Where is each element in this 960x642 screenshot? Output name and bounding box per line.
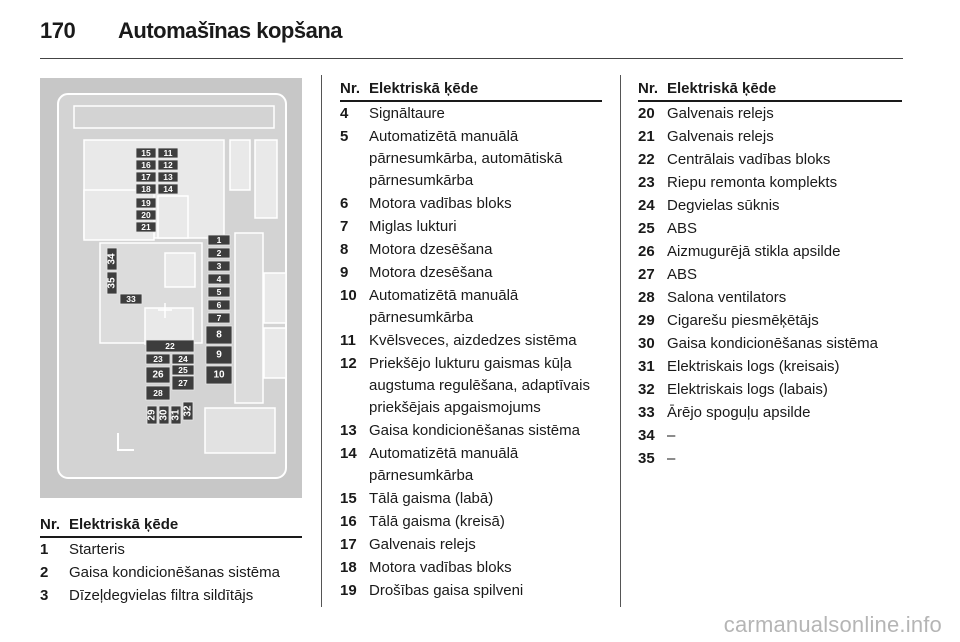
circuit-name: Automatizētā manuālā pārnesumkārba <box>369 287 519 326</box>
fuse-label-14 <box>158 184 178 194</box>
circuit-name: Riepu remonta komplekts <box>667 174 838 191</box>
table-row <box>638 401 902 424</box>
circuit-name: Motora vadības bloks <box>369 195 512 212</box>
circuit-table-1 <box>40 514 302 607</box>
fuse-label-28 <box>146 386 170 400</box>
circuit-name: Signāltaure <box>369 105 445 122</box>
circuit-name: Kvēlsveces, aizdedzes sistēma <box>369 332 577 349</box>
relay-small-2 <box>230 140 250 190</box>
fuse-number: 18 <box>340 559 357 576</box>
fuse-label-19 <box>136 198 156 208</box>
table-row <box>638 332 902 355</box>
circuit-table-2 <box>340 78 602 602</box>
fuse-label-text: 18 <box>141 184 151 194</box>
relay-small-1 <box>158 196 188 238</box>
circuit-name: Miglas lukturi <box>369 218 457 235</box>
fuse-label-31 <box>171 406 182 424</box>
fuse-box-diagram <box>40 78 302 498</box>
fuse-label-text: 26 <box>152 369 164 381</box>
table-row <box>638 194 902 217</box>
fuse-label-21 <box>136 222 156 232</box>
fuse-label-20 <box>136 210 156 220</box>
table-row <box>638 378 902 401</box>
table-row <box>340 510 602 533</box>
table-row <box>340 419 602 442</box>
fuse-label-27 <box>172 376 194 390</box>
circuit-name: – <box>667 450 676 467</box>
fuse-label-text: 31 <box>170 409 182 421</box>
fuse-label-text: 22 <box>165 341 175 351</box>
fuse-label-text: 13 <box>163 172 173 182</box>
fuse-number: 35 <box>638 450 655 467</box>
table-row <box>340 556 602 579</box>
top-slot <box>74 106 274 128</box>
table-row <box>638 148 902 171</box>
fuse-label-text: 7 <box>216 313 222 323</box>
fuse-number: 14 <box>340 445 357 462</box>
circuit-name: ABS <box>667 266 698 283</box>
circuit-name: Automatizētā manuālā pārnesumkārba, automātiskā pārnesumkārba <box>369 128 563 189</box>
table-body <box>40 538 302 607</box>
fuse-number: 23 <box>638 174 655 191</box>
table-row <box>638 171 902 194</box>
fuse-number: 8 <box>340 241 349 258</box>
right-fuse-column <box>235 233 263 403</box>
table-row <box>638 286 902 309</box>
fuse-label-12 <box>158 160 178 170</box>
fuse-number: 11 <box>340 332 356 349</box>
circuit-name: Elektriskais logs (kreisais) <box>667 358 840 375</box>
table-body <box>340 102 602 602</box>
table-row <box>40 561 302 584</box>
fuse-label-text: 1 <box>216 235 222 245</box>
circuit-name: Motora dzesēšana <box>369 264 493 281</box>
fuse-label-25 <box>172 365 194 375</box>
relay-small-3 <box>255 140 277 218</box>
fuse-label-9 <box>206 346 232 364</box>
fuse-label-17 <box>136 172 156 182</box>
fuse-number: 21 <box>638 128 655 145</box>
fuse-label-10 <box>206 366 232 384</box>
fuse-label-text: 29 <box>146 409 158 421</box>
table-row <box>340 192 602 215</box>
table-row <box>340 533 602 556</box>
col-header-circuit: Elektriskā ķēde <box>369 80 479 97</box>
table-header <box>40 514 302 538</box>
circuit-name: Ārējo spoguļu apsilde <box>667 404 811 421</box>
circuit-name: Gaisa kondicionēšanas sistēma <box>667 335 878 352</box>
table-row <box>340 125 602 192</box>
fuse-number: 1 <box>40 541 49 558</box>
column-divider-1 <box>321 75 322 607</box>
fuse-label-text: 21 <box>141 222 151 232</box>
fuse-label-text: 28 <box>153 388 163 398</box>
circuit-name: Galvenais relejs <box>667 128 774 145</box>
table-row <box>40 538 302 561</box>
fuse-label-26 <box>146 367 170 383</box>
circuit-name: Galvenais relejs <box>369 536 476 553</box>
table-row <box>340 487 602 510</box>
fuse-label-5 <box>208 287 230 297</box>
table-row <box>340 102 602 125</box>
fuse-number: 3 <box>40 587 49 604</box>
circuit-name: Motora dzesēšana <box>369 241 493 258</box>
fuse-label-text: 33 <box>126 294 136 304</box>
fuse-label-text: 35 <box>106 277 118 289</box>
fuse-label-text: 9 <box>216 349 222 361</box>
fuse-label-18 <box>136 184 156 194</box>
fuse-label-text: 17 <box>141 172 151 182</box>
fuse-number: 20 <box>638 105 655 122</box>
fuse-label-3 <box>208 261 230 271</box>
circuit-name: Tālā gaisma (kreisā) <box>369 513 505 530</box>
fuse-label-text: 2 <box>216 248 222 258</box>
relay-small-4 <box>165 253 195 287</box>
circuit-name: Salona ventilators <box>667 289 787 306</box>
fuse-label-text: 3 <box>216 261 222 271</box>
fuse-number: 33 <box>638 404 655 421</box>
lower-block <box>205 408 275 453</box>
table-header <box>340 78 602 102</box>
fuse-number: 13 <box>340 422 357 439</box>
fuse-number: 27 <box>638 266 655 283</box>
table-row <box>638 309 902 332</box>
fuse-label-4 <box>208 274 230 284</box>
col-header-circuit: Elektriskā ķēde <box>69 516 179 533</box>
circuit-name: Galvenais relejs <box>667 105 774 122</box>
fuse-box-svg <box>40 78 302 498</box>
fuse-label-text: 14 <box>163 184 173 194</box>
fuse-number: 2 <box>40 564 49 581</box>
fuse-label-text: 8 <box>216 329 222 341</box>
fuse-label-text: 27 <box>178 378 188 388</box>
fuse-label-text: 24 <box>178 354 188 364</box>
fuse-number: 7 <box>340 218 349 235</box>
fuse-number: 29 <box>638 312 655 329</box>
fuse-label-7 <box>208 313 230 323</box>
fuse-number: 34 <box>638 427 655 444</box>
fuse-label-text: 34 <box>106 253 118 265</box>
fuse-label-text: 11 <box>163 148 173 158</box>
col-header-nr: Nr. <box>40 516 61 533</box>
fuse-label-8 <box>206 326 232 344</box>
header-rule <box>40 58 903 59</box>
fuse-label-24 <box>172 354 194 364</box>
fuse-number: 12 <box>340 355 357 372</box>
circuit-name: Cigarešu piesmēķētājs <box>667 312 819 329</box>
table-body <box>638 102 902 470</box>
circuit-name: Degvielas sūknis <box>667 197 780 214</box>
fuse-label-23 <box>146 354 170 364</box>
fuse-label-text: 5 <box>216 287 222 297</box>
table-row <box>638 355 902 378</box>
table-row <box>638 217 902 240</box>
circuit-name: Dīzeļdegvielas filtra sildītājs <box>69 587 254 604</box>
fuse-label-text: 23 <box>153 354 163 364</box>
fuse-number: 9 <box>340 264 349 281</box>
circuit-name: ABS <box>667 220 698 237</box>
circuit-name: Tālā gaisma (labā) <box>369 490 494 507</box>
table-row <box>340 284 602 329</box>
col-header-nr: Nr. <box>340 80 361 97</box>
table-row <box>340 442 602 487</box>
fuse-number: 19 <box>340 582 357 599</box>
table-row <box>340 238 602 261</box>
circuit-name: Aizmugurējā stikla apsilde <box>667 243 841 260</box>
fuse-label-text: 20 <box>141 210 151 220</box>
fuse-label-35 <box>107 272 118 294</box>
fuse-number: 24 <box>638 197 655 214</box>
circuit-name: Centrālais vadības bloks <box>667 151 831 168</box>
circuit-name: Elektriskais logs (labais) <box>667 381 828 398</box>
col-header-nr: Nr. <box>638 80 659 97</box>
fuse-label-text: 12 <box>163 160 173 170</box>
relay-small-6 <box>264 273 286 323</box>
fuse-number: 32 <box>638 381 655 398</box>
circuit-name: Motora vadības bloks <box>369 559 512 576</box>
circuit-name: – <box>667 427 676 444</box>
circuit-name: Gaisa kondicionēšanas sistēma <box>369 422 580 439</box>
relay-small-5 <box>145 308 193 344</box>
fuse-label-29 <box>147 406 158 424</box>
fuse-number: 22 <box>638 151 655 168</box>
fuse-number: 6 <box>340 195 349 212</box>
table-row <box>340 329 602 352</box>
column-divider-2 <box>620 75 621 607</box>
fuse-label-32 <box>183 402 194 420</box>
fuse-label-15 <box>136 148 156 158</box>
fuse-label-16 <box>136 160 156 170</box>
fuse-label-text: 25 <box>178 365 188 375</box>
fuse-label-34 <box>107 248 118 270</box>
circuit-name: Starteris <box>69 541 125 558</box>
table-row <box>638 263 902 286</box>
page-title: Automašīnas kopšana <box>118 18 343 43</box>
circuit-name: Priekšējo lukturu gaismas kūļa augstuma regulēšana, adaptīvais priekšējais apgaismojums <box>369 355 590 416</box>
relay-small-7 <box>264 328 286 378</box>
fuse-label-6 <box>208 300 230 310</box>
fuse-label-text: 10 <box>213 369 225 381</box>
table-row <box>638 102 902 125</box>
fuse-number: 17 <box>340 536 357 553</box>
col-header-circuit: Elektriskā ķēde <box>667 80 777 97</box>
circuit-name: Automatizētā manuālā pārnesumkārba <box>369 445 519 484</box>
table-row <box>40 584 302 607</box>
fuse-label-1 <box>208 235 230 245</box>
fuse-label-text: 6 <box>216 300 222 310</box>
fuse-number: 30 <box>638 335 655 352</box>
fuse-number: 26 <box>638 243 655 260</box>
page-number: 170 <box>40 18 76 43</box>
fuse-label-33 <box>120 294 142 304</box>
fuse-number: 4 <box>340 105 349 122</box>
circuit-table-3 <box>638 78 902 470</box>
table-header <box>638 78 902 102</box>
fuse-label-11 <box>158 148 178 158</box>
table-row <box>340 352 602 419</box>
fuse-label-13 <box>158 172 178 182</box>
circuit-name: Drošības gaisa spilveni <box>369 582 524 599</box>
table-row <box>638 424 902 447</box>
table-row <box>638 125 902 148</box>
fuse-number: 31 <box>638 358 655 375</box>
fuse-label-text: 15 <box>141 148 151 158</box>
table-row <box>340 215 602 238</box>
fuse-number: 5 <box>340 128 349 145</box>
table-row <box>638 447 902 470</box>
table-row <box>340 261 602 284</box>
fuse-number: 15 <box>340 490 357 507</box>
fuse-label-text: 4 <box>216 274 222 284</box>
fuse-number: 10 <box>340 287 357 304</box>
fuse-number: 16 <box>340 513 357 530</box>
circuit-name: Gaisa kondicionēšanas sistēma <box>69 564 280 581</box>
fuse-label-text: 19 <box>141 198 151 208</box>
fuse-label-22 <box>146 340 194 352</box>
fuse-label-30 <box>159 406 170 424</box>
fuse-label-text: 30 <box>158 409 170 421</box>
watermark: carmanualsonline.info <box>723 612 942 637</box>
table-row <box>340 579 602 602</box>
fuse-label-text: 16 <box>141 160 151 170</box>
fuse-label-2 <box>208 248 230 258</box>
fuse-number: 25 <box>638 220 655 237</box>
table-row <box>638 240 902 263</box>
fuse-label-text: 32 <box>182 405 194 417</box>
fuse-number: 28 <box>638 289 655 306</box>
